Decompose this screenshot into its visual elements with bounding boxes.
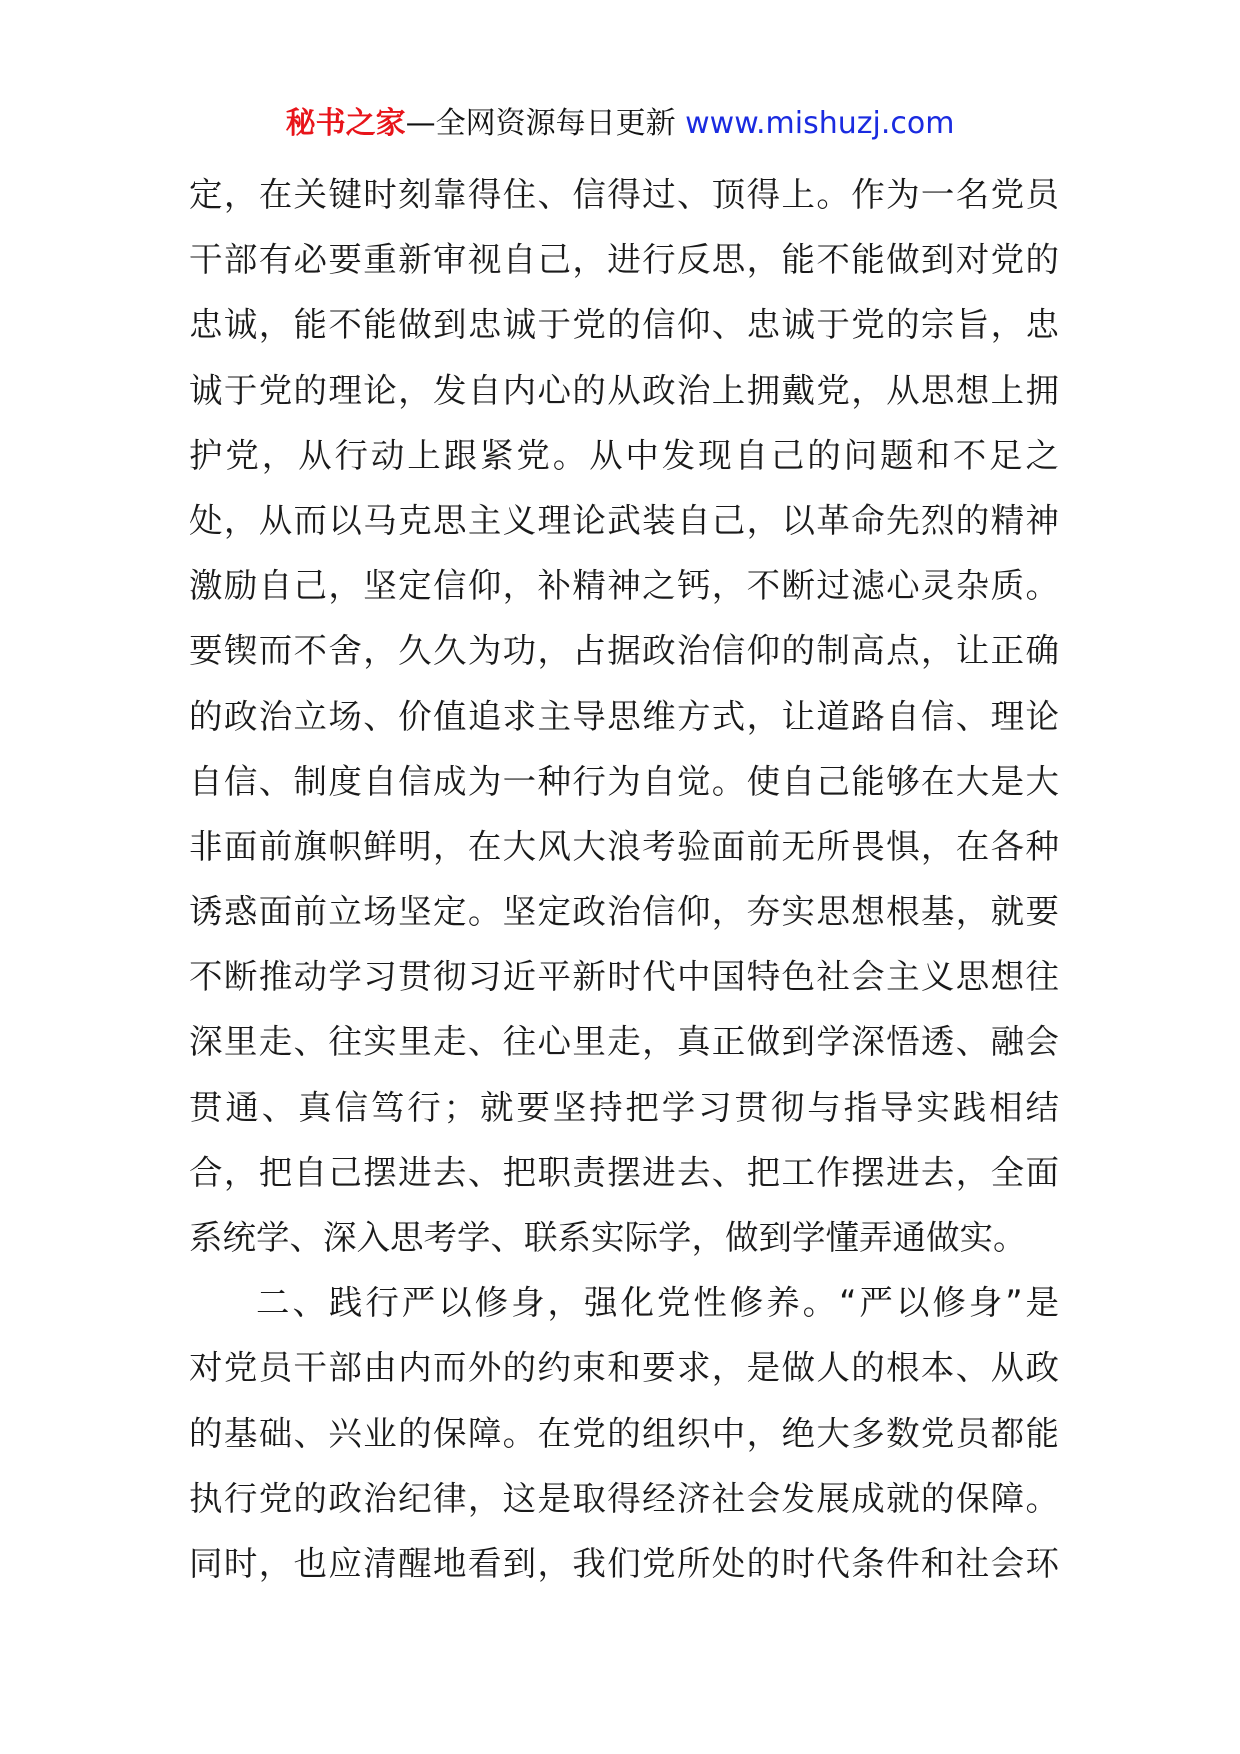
text-line: 的政治立场、价值追求主导思维方式，让道路自信、理论: [189, 696, 1059, 736]
text-line: 贯通、真信笃行；就要坚持把学习贯彻与指导实践相结: [189, 1087, 1059, 1127]
text-line: 忠诚，能不能做到忠诚于党的信仰、忠诚于党的宗旨，忠: [189, 305, 1059, 345]
brand-name: 秘书之家: [285, 106, 406, 141]
section-heading: 二、践行严以修身，强化党性修养。: [256, 1283, 840, 1323]
header-tagline: —全网资源每日更新: [405, 106, 676, 141]
text-line: 诱惑面前立场坚定。坚定政治信仰，夯实思想根基，就要: [189, 892, 1059, 932]
text-line: 对党员干部由内而外的约束和要求，是做人的根本、从政: [189, 1348, 1059, 1388]
text-line: 执行党的政治纪律，这是取得经济社会发展成就的保障。: [189, 1478, 1059, 1518]
text-line: 深里走、往实里走、往心里走，真正做到学深悟透、融会: [189, 1022, 1059, 1062]
heading-line-rest: “严以修身”是: [839, 1283, 1060, 1323]
section-heading-line: [189, 1270, 1059, 1335]
text-line: 定，在关键时刻靠得住、信得过、顶得上。作为一名党员: [189, 175, 1059, 214]
text-line: 同时，也应清醒地看到，我们党所处的时代条件和社会环: [189, 1543, 1059, 1583]
text-line: 激励自己，坚定信仰，补精神之钙，不断过滤心灵杂质。: [189, 566, 1059, 606]
text-line: 的基础、兴业的保障。在党的组织中，绝大多数党员都能: [189, 1413, 1059, 1453]
text-line: 自信、制度自信成为一种行为自觉。使自己能够在大是大: [189, 761, 1059, 801]
page-header: [0, 104, 1240, 144]
text-line: 护党，从行动上跟紧党。从中发现自己的问题和不足之: [189, 435, 1059, 475]
text-line: 系统学、深入思考学、联系实际学，做到学懂弄通做实。: [189, 1218, 1027, 1257]
document-body: [189, 162, 1059, 1596]
text-line: 诚于党的理论，发自内心的从政治上拥戴党，从思想上拥: [189, 370, 1059, 410]
text-line: 不断推动学习贯彻习近平新时代中国特色社会主义思想往: [189, 957, 1059, 997]
paragraph-1: [189, 162, 1059, 1270]
text-line: 非面前旗帜鲜明，在大风大浪考验面前无所畏惧，在各种: [189, 826, 1059, 866]
text-line: 干部有必要重新审视自己，进行反思，能不能做到对党的: [189, 240, 1059, 280]
site-url-link[interactable]: www.mishuzj.com: [685, 106, 955, 141]
text-line: 要锲而不舍，久久为功，占据政治信仰的制高点，让正确: [189, 631, 1059, 671]
paragraph-2: [189, 1270, 1059, 1596]
text-line: 合，把自己摆进去、把职责摆进去、把工作摆进去，全面: [189, 1152, 1059, 1192]
text-line: 处，从而以马克思主义理论武装自己，以革命先烈的精神: [189, 500, 1059, 540]
